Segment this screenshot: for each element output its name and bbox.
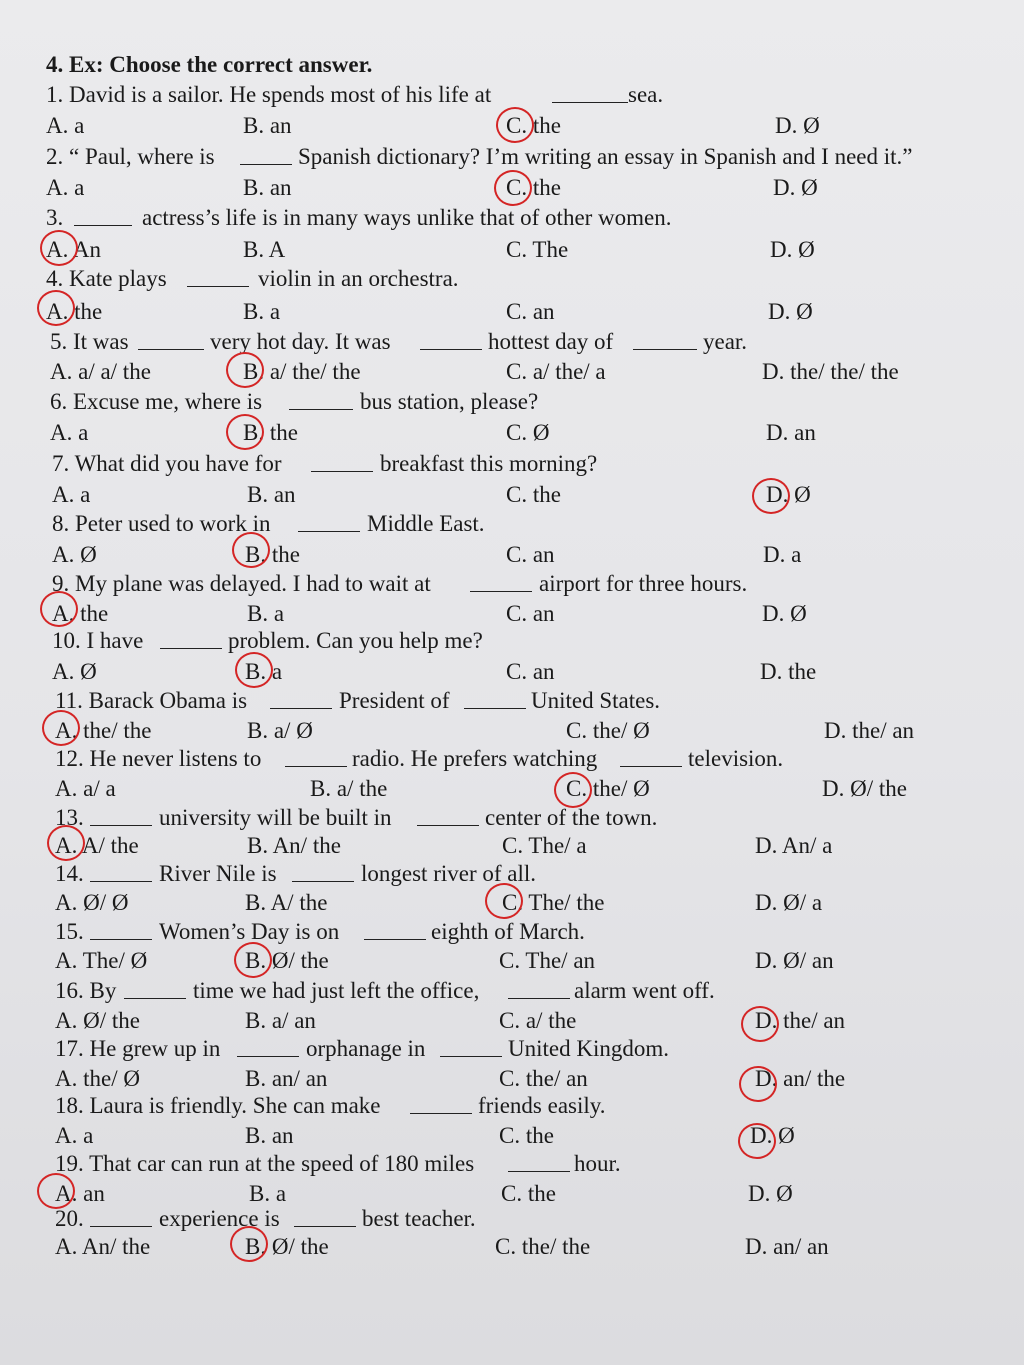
option-c[interactable]: C. a/ the/ a — [506, 359, 606, 384]
question-5-options — [0, 357, 1024, 387]
option-b[interactable]: B. a — [245, 659, 283, 684]
question-14-text-1: 14. — [55, 861, 84, 886]
question-11-text-2: President of — [339, 688, 450, 713]
question-20-text-3: best teacher. — [362, 1206, 476, 1231]
question-17-options — [0, 1064, 1024, 1094]
option-d[interactable]: D. Ø — [750, 1123, 795, 1148]
option-d[interactable]: D. Ø/ an — [755, 948, 834, 973]
option-b[interactable]: B. an — [243, 113, 292, 138]
option-d[interactable]: D. the/ an — [824, 718, 915, 743]
option-b[interactable]: B. Ø/ the — [245, 1234, 329, 1259]
question-12-text-2: radio. He prefers watching — [352, 746, 598, 771]
question-13-text-1: 13. — [55, 805, 84, 830]
question-19-text-1: 19. That car can run at the speed of 180 miles — [55, 1151, 475, 1176]
option-a[interactable]: A. Ø/ the — [55, 1008, 140, 1033]
option-c[interactable]: C. an — [506, 299, 555, 324]
question-15-stem — [0, 917, 1024, 947]
option-b[interactable]: B. a/ the/ the — [243, 359, 361, 384]
option-b[interactable]: B. Ø/ the — [245, 948, 329, 973]
answer-blank — [410, 1091, 472, 1114]
answer-blank — [187, 264, 249, 287]
option-c[interactable]: C. an — [506, 601, 555, 626]
question-1-options — [0, 111, 1024, 141]
option-b[interactable]: B. A — [243, 237, 286, 262]
option-a[interactable]: A. Ø/ Ø — [55, 890, 129, 915]
option-a[interactable]: A. The/ Ø — [55, 948, 148, 973]
question-14-options — [0, 888, 1024, 918]
option-c[interactable]: C. the/ an — [499, 1066, 588, 1091]
question-2-text-1: 2. “ Paul, where is — [46, 144, 215, 169]
option-c[interactable]: C. The/ an — [499, 948, 596, 973]
question-3-options — [0, 235, 1024, 265]
option-a[interactable]: A. a — [50, 420, 89, 445]
question-6-stem — [0, 387, 1024, 417]
question-20-text-2: experience is — [159, 1206, 280, 1231]
answer-blank — [74, 203, 132, 226]
answer-blank — [124, 976, 186, 999]
question-1-text-1: 1. David is a sailor. He spends most of his life at — [46, 82, 492, 107]
option-b[interactable]: B. A/ the — [245, 890, 328, 915]
option-a[interactable]: A. the/ the — [55, 718, 152, 743]
option-b[interactable]: B. an — [243, 175, 292, 200]
question-2-text-2: Spanish dictionary? I’m writing an essay in Spanish and I need it.” — [298, 144, 913, 169]
answer-blank — [294, 1204, 356, 1227]
question-15-text-1: 15. — [55, 919, 84, 944]
option-d[interactable]: D. an — [766, 420, 816, 445]
question-11-text-3: United States. — [531, 688, 661, 713]
option-b[interactable]: B. the — [245, 542, 300, 567]
question-17-text-1: 17. He grew up in — [55, 1036, 221, 1061]
option-a[interactable]: A. a — [46, 175, 85, 200]
question-15-text-2: Women’s Day is on — [159, 919, 340, 944]
question-20-options — [0, 1232, 1024, 1262]
question-6-options — [0, 418, 1024, 448]
question-8-text-2: Middle East. — [367, 511, 485, 536]
option-d[interactable]: D. Ø — [775, 113, 820, 138]
option-a[interactable]: A. the/ Ø — [55, 1066, 140, 1091]
question-13-options — [0, 831, 1024, 861]
question-17-text-2: orphanage in — [306, 1036, 426, 1061]
answer-blank — [90, 917, 152, 940]
question-8-stem — [0, 509, 1024, 539]
answer-blank — [420, 327, 482, 350]
option-a[interactable]: A. a — [52, 482, 91, 507]
option-c[interactable]: C. The/ a — [502, 833, 587, 858]
option-d[interactable]: D. the/ an — [755, 1008, 846, 1033]
answer-blank — [270, 686, 332, 709]
option-b[interactable]: B. a — [249, 1181, 287, 1206]
question-9-text-1: 9. My plane was delayed. I had to wait at — [52, 571, 431, 596]
option-d[interactable]: D. An/ a — [755, 833, 833, 858]
option-d[interactable]: D. a — [763, 542, 802, 567]
question-3-text-1: 3. — [46, 205, 64, 230]
question-12-options — [0, 774, 1024, 804]
question-16-text-2: time we had just left the office, — [193, 978, 480, 1003]
answer-blank — [90, 1204, 152, 1227]
question-11-options — [0, 716, 1024, 746]
question-20-stem — [0, 1204, 1024, 1234]
option-d[interactable]: D. Ø/ the — [822, 776, 907, 801]
question-1-text-2: sea. — [628, 82, 664, 107]
question-4-options — [0, 297, 1024, 327]
option-c[interactable]: C. an — [506, 659, 555, 684]
option-a[interactable]: A. a — [46, 113, 85, 138]
question-3-text-2: actress’s life is in many ways unlike that of other women. — [142, 205, 672, 230]
question-11-text-1: 11. Barack Obama is — [55, 688, 248, 713]
answer-blank — [285, 744, 347, 767]
question-18-stem — [0, 1091, 1024, 1121]
answer-blank — [364, 917, 426, 940]
option-d[interactable]: D. an/ an — [745, 1234, 829, 1259]
question-9-stem — [0, 569, 1024, 599]
question-13-text-2: university will be built in — [159, 805, 392, 830]
answer-blank — [464, 686, 526, 709]
question-15-options — [0, 946, 1024, 976]
question-7-text-1: 7. What did you have for — [52, 451, 282, 476]
answer-blank — [508, 1149, 570, 1172]
option-b[interactable]: B. an/ an — [245, 1066, 328, 1091]
answer-blank — [289, 387, 353, 410]
option-b[interactable]: B. an — [247, 482, 296, 507]
question-18-text-2: friends easily. — [478, 1093, 606, 1118]
option-c[interactable]: C. The — [506, 237, 569, 262]
option-a[interactable]: A. a/ a/ the — [50, 359, 151, 384]
option-d[interactable]: D. the/ the/ the — [762, 359, 899, 384]
option-c[interactable]: C. Ø — [506, 420, 550, 445]
option-c[interactable]: C. the — [501, 1181, 556, 1206]
question-16-text-3: alarm went off. — [574, 978, 715, 1003]
option-b[interactable]: B. an — [245, 1123, 294, 1148]
option-d[interactable]: D. Ø/ a — [755, 890, 823, 915]
option-b[interactable]: B. a/ Ø — [247, 718, 313, 743]
question-3-stem — [0, 203, 1024, 233]
question-5-text-3: hottest day of — [488, 329, 614, 354]
option-c[interactable]: C. The/ the — [502, 890, 605, 915]
question-14-text-3: longest river of all. — [361, 861, 537, 886]
question-10-text-2: problem. Can you help me? — [228, 628, 483, 653]
question-6-text-2: bus station, please? — [360, 389, 539, 414]
option-a[interactable]: A. A/ the — [55, 833, 139, 858]
option-c[interactable]: C. the — [506, 175, 561, 200]
option-d[interactable]: D. Ø — [770, 237, 815, 262]
question-18-options — [0, 1121, 1024, 1151]
question-7-options — [0, 480, 1024, 510]
question-14-stem — [0, 859, 1024, 889]
question-8-text-1: 8. Peter used to work in — [52, 511, 271, 536]
exercise-heading: 4. Ex: Choose the correct answer. — [46, 52, 373, 77]
answer-blank — [440, 1034, 502, 1057]
answer-blank — [470, 569, 532, 592]
option-b[interactable]: B. a/ the — [310, 776, 388, 801]
option-d[interactable]: D. Ø — [748, 1181, 793, 1206]
option-a[interactable]: A. a — [55, 1123, 94, 1148]
question-16-options — [0, 1006, 1024, 1036]
option-a[interactable]: A. a/ a — [55, 776, 116, 801]
answer-blank — [90, 859, 152, 882]
option-b[interactable]: B. a — [243, 299, 281, 324]
question-6-text-1: 6. Excuse me, where is — [50, 389, 263, 414]
answer-blank — [240, 142, 292, 165]
question-14-text-2: River Nile is — [159, 861, 277, 886]
question-18-text-1: 18. Laura is friendly. She can make — [55, 1093, 381, 1118]
option-a[interactable]: A. An/ the — [55, 1234, 151, 1259]
option-a[interactable]: A. An — [46, 237, 101, 262]
question-4-stem — [0, 264, 1024, 294]
option-c[interactable]: C. the — [506, 482, 561, 507]
question-10-stem — [0, 626, 1024, 656]
question-4-text-1: 4. Kate plays — [46, 266, 167, 291]
answer-blank — [417, 803, 479, 826]
option-b[interactable]: B. a/ an — [245, 1008, 316, 1033]
option-b[interactable]: B. An/ the — [247, 833, 341, 858]
option-a[interactable]: A. Ø — [52, 659, 97, 684]
option-d[interactable]: D. an/ the — [755, 1066, 846, 1091]
option-c[interactable]: C. a/ the — [499, 1008, 577, 1033]
question-12-text-1: 12. He never listens to — [55, 746, 262, 771]
option-d[interactable]: D. Ø — [762, 601, 807, 626]
option-a[interactable]: A. an — [55, 1181, 105, 1206]
option-c[interactable]: C. an — [506, 542, 555, 567]
option-a[interactable]: A. Ø — [52, 542, 97, 567]
question-7-text-2: breakfast this morning? — [380, 451, 598, 476]
option-b[interactable]: B. a — [247, 601, 285, 626]
option-d[interactable]: D. Ø — [773, 175, 818, 200]
question-13-stem — [0, 803, 1024, 833]
option-c[interactable]: C. the/ Ø — [566, 776, 650, 801]
answer-blank — [298, 509, 360, 532]
question-7-stem — [0, 449, 1024, 479]
question-10-text-1: 10. I have — [52, 628, 144, 653]
option-d[interactable]: D. Ø — [766, 482, 811, 507]
question-5-stem — [0, 327, 1024, 357]
answer-blank — [633, 327, 697, 350]
question-9-text-2: airport for three hours. — [539, 571, 748, 596]
option-b[interactable]: B. the — [243, 420, 298, 445]
question-1-stem — [0, 80, 1024, 110]
answer-blank — [90, 803, 152, 826]
question-12-stem — [0, 744, 1024, 774]
question-16-stem — [0, 976, 1024, 1006]
option-c[interactable]: C. the/ the — [495, 1234, 591, 1259]
question-17-stem — [0, 1034, 1024, 1064]
question-12-text-3: television. — [688, 746, 784, 771]
question-2-stem — [0, 142, 1024, 172]
question-19-text-2: hour. — [574, 1151, 621, 1176]
question-20-text-1: 20. — [55, 1206, 84, 1231]
answer-blank — [292, 859, 354, 882]
question-13-text-3: center of the town. — [485, 805, 658, 830]
question-4-text-2: violin in an orchestra. — [258, 266, 459, 291]
question-5-text-4: year. — [703, 329, 748, 354]
option-c[interactable]: C. the — [499, 1123, 554, 1148]
answer-blank — [552, 80, 628, 103]
question-9-options — [0, 599, 1024, 629]
option-d[interactable]: D. the — [760, 659, 817, 684]
answer-blank — [237, 1034, 299, 1057]
question-15-text-3: eighth of March. — [431, 919, 585, 944]
option-a[interactable]: A. the — [52, 601, 109, 626]
answer-blank — [160, 626, 222, 649]
answer-blank — [620, 744, 682, 767]
question-19-stem — [0, 1149, 1024, 1179]
answer-blank — [508, 976, 570, 999]
option-c[interactable]: C. the/ Ø — [566, 718, 650, 743]
question-11-stem — [0, 686, 1024, 716]
option-d[interactable]: D. Ø — [768, 299, 813, 324]
question-10-options — [0, 657, 1024, 687]
question-17-text-3: United Kingdom. — [508, 1036, 669, 1061]
question-2-options — [0, 173, 1024, 203]
answer-blank — [138, 327, 204, 350]
question-5-text-1: 5. It was — [50, 329, 129, 354]
option-c[interactable]: C. the — [506, 113, 561, 138]
answer-blank — [311, 449, 373, 472]
question-8-options — [0, 540, 1024, 570]
question-16-text-1: 16. By — [55, 978, 117, 1003]
option-a[interactable]: A. the — [46, 299, 103, 324]
question-5-text-2: very hot day. It was — [210, 329, 391, 354]
exercise-heading-line — [0, 50, 1024, 80]
